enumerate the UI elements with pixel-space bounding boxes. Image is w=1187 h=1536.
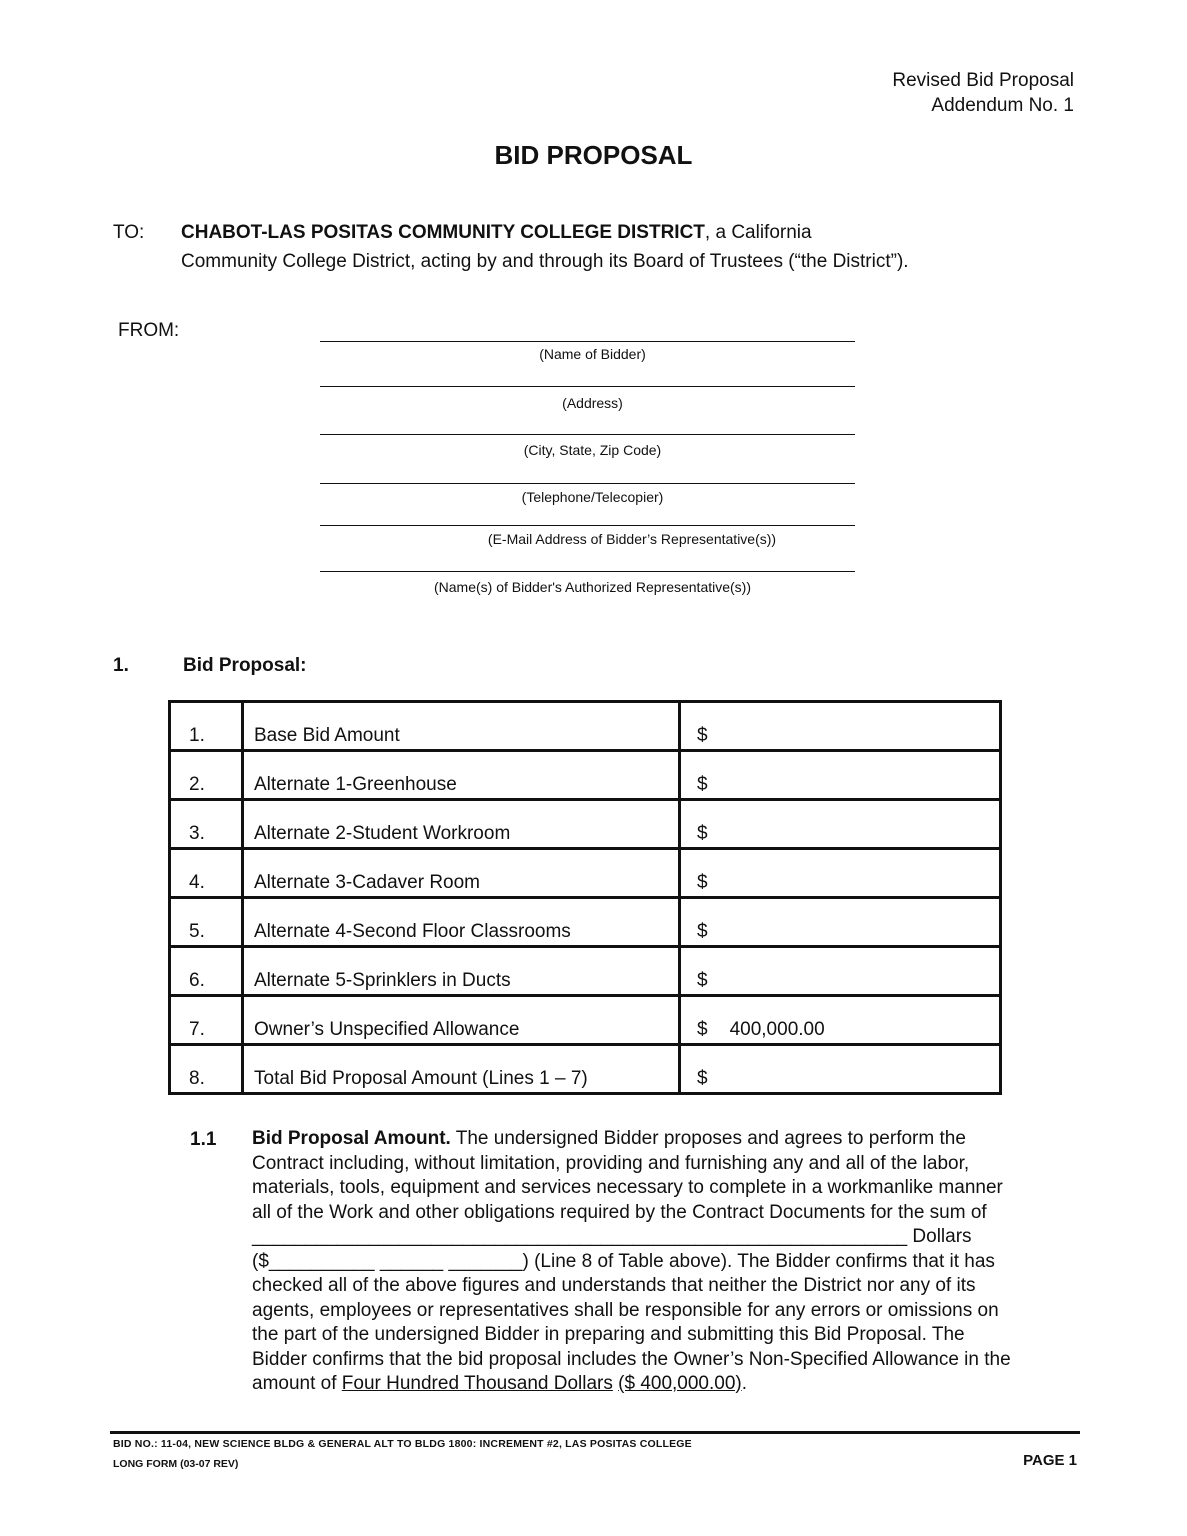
to-line2: Community College District, acting by and through its Board of Trustees (“the District”). [181, 251, 909, 272]
section-number: 1. [113, 655, 129, 676]
row-item-label: Alternate 4-Second Floor Classrooms [243, 898, 680, 947]
bid-table-row [170, 947, 1001, 996]
row-item-label: Alternate 1-Greenhouse [243, 751, 680, 800]
currency-symbol: $ [697, 823, 708, 844]
row-amount-field[interactable] [680, 800, 1001, 849]
telephone-line[interactable] [320, 483, 855, 484]
revision-label: Revised Bid Proposal [892, 70, 1074, 91]
bid-table-row [170, 1045, 1001, 1094]
footer-rule [110, 1431, 1080, 1434]
row-number: 7. [170, 996, 243, 1045]
row-amount-field[interactable] [680, 947, 1001, 996]
paragraph-line: checked all of the above figures and understands that neither the District nor any of its [252, 1275, 976, 1296]
footer-form-revision: LONG FORM (03-07 REV) [113, 1458, 239, 1470]
page-title: BID PROPOSAL [494, 140, 693, 170]
currency-symbol: $ [697, 1068, 708, 1089]
from-label: FROM: [118, 320, 180, 341]
paragraph-line: agents, employees or representatives shall be responsible for any errors or omissions on [252, 1299, 999, 1321]
bid-table [168, 700, 1002, 1095]
section-title: Bid Proposal: [183, 655, 307, 676]
bid-table-row [170, 702, 1001, 751]
bid-table-row [170, 898, 1001, 947]
row-number: 8. [170, 1045, 243, 1094]
allowance-amount-words: Four Hundred Thousand Dollars [341, 1373, 613, 1394]
address-line[interactable] [320, 386, 855, 387]
paragraph-line: the part of the undersigned Bidder in preparing and submitting this Bid Proposal. The [252, 1324, 965, 1345]
currency-symbol: $ [697, 1019, 708, 1040]
last-line-suffix: . [741, 1373, 748, 1394]
row-item-label: Total Bid Proposal Amount (Lines 1 – 7) [243, 1045, 680, 1094]
row-number: 3. [170, 800, 243, 849]
paragraph-line: Bidder confirms that the bid proposal includes the Owner’s Non-Specified Allowance in the [252, 1348, 1011, 1370]
row-number: 1. [170, 702, 243, 751]
email-caption: (E-Mail Address of Bidder’s Representative(s)) [487, 531, 777, 547]
bid-table-row [170, 849, 1001, 898]
currency-symbol: $ [697, 774, 708, 795]
bidder-name-line[interactable] [320, 341, 855, 342]
sum-figure-line[interactable]: ($__________ ______ _______) (Line 8 of Table above). The Bidder confirms that it has [252, 1250, 995, 1272]
subsection-line1-rest: The undersigned Bidder proposes and agrees to perform the [450, 1128, 966, 1149]
address-caption: (Address) [562, 395, 623, 411]
paragraph-line: Contract including, without limitation, providing and furnishing any and all of the labor, [252, 1152, 970, 1174]
bid-table-row [170, 800, 1001, 849]
representative-caption: (Name(s) of Bidder's Authorized Representative(s)) [433, 579, 752, 595]
row-amount-field[interactable] [680, 996, 1001, 1045]
row-amount-field[interactable] [680, 898, 1001, 947]
row-amount-field[interactable] [680, 849, 1001, 898]
bid-table-row [170, 751, 1001, 800]
addendum-label: Addendum No. 1 [931, 95, 1074, 116]
bidder-name-caption: (Name of Bidder) [539, 346, 646, 362]
to-line1-rest: , a California [704, 222, 812, 243]
paragraph-line: materials, tools, equipment and services necessary to complete in a workmanlike manner [252, 1177, 1003, 1198]
district-name: CHABOT-LAS POSITAS COMMUNITY COLLEGE DISTRICT [181, 222, 705, 243]
bid-table-row [170, 996, 1001, 1045]
sum-words-line[interactable]: ______________________________________________________________ Dollars [252, 1226, 972, 1247]
currency-symbol: $ [697, 921, 708, 942]
row-item-label: Owner’s Unspecified Allowance [243, 996, 680, 1045]
last-line-prefix: amount of [252, 1373, 342, 1394]
currency-symbol: $ [697, 970, 708, 991]
page-number: PAGE 1 [1023, 1452, 1077, 1469]
city-state-zip-caption: (City, State, Zip Code) [523, 442, 662, 458]
row-item-label: Alternate 5-Sprinklers in Ducts [243, 947, 680, 996]
row-item-label: Alternate 3-Cadaver Room [243, 849, 680, 898]
allowance-amount-figure: ($ 400,000.00) [618, 1373, 742, 1394]
row-number: 2. [170, 751, 243, 800]
row-amount-field[interactable] [680, 1045, 1001, 1094]
to-address-block [181, 218, 909, 276]
city-state-zip-line[interactable] [320, 434, 855, 435]
telephone-caption: (Telephone/Telecopier) [521, 489, 664, 505]
to-label: TO: [113, 222, 145, 243]
paragraph-line: all of the Work and other obligations required by the Contract Documents for the sum of [252, 1201, 987, 1223]
row-number: 4. [170, 849, 243, 898]
row-amount-field[interactable] [680, 702, 1001, 751]
subsection-heading: Bid Proposal Amount. [252, 1128, 451, 1149]
representative-line[interactable] [320, 571, 855, 572]
footer-bid-number: BID NO.: 11-04, NEW SCIENCE BLDG & GENERAL ALT TO BLDG 1800: INCREMENT #2, LAS POSITAS COLLEGE [113, 1438, 692, 1450]
subsection-number: 1.1 [190, 1129, 217, 1150]
currency-symbol: $ [697, 872, 708, 893]
row-amount-field[interactable] [680, 751, 1001, 800]
row-number: 5. [170, 898, 243, 947]
amount-value: 400,000.00 [729, 1019, 825, 1040]
currency-symbol: $ [697, 725, 708, 746]
row-number: 6. [170, 947, 243, 996]
row-item-label: Alternate 2-Student Workroom [243, 800, 680, 849]
row-item-label: Base Bid Amount [243, 702, 680, 751]
email-line[interactable] [320, 525, 855, 526]
bid-proposal-amount-paragraph [252, 1127, 1082, 1397]
